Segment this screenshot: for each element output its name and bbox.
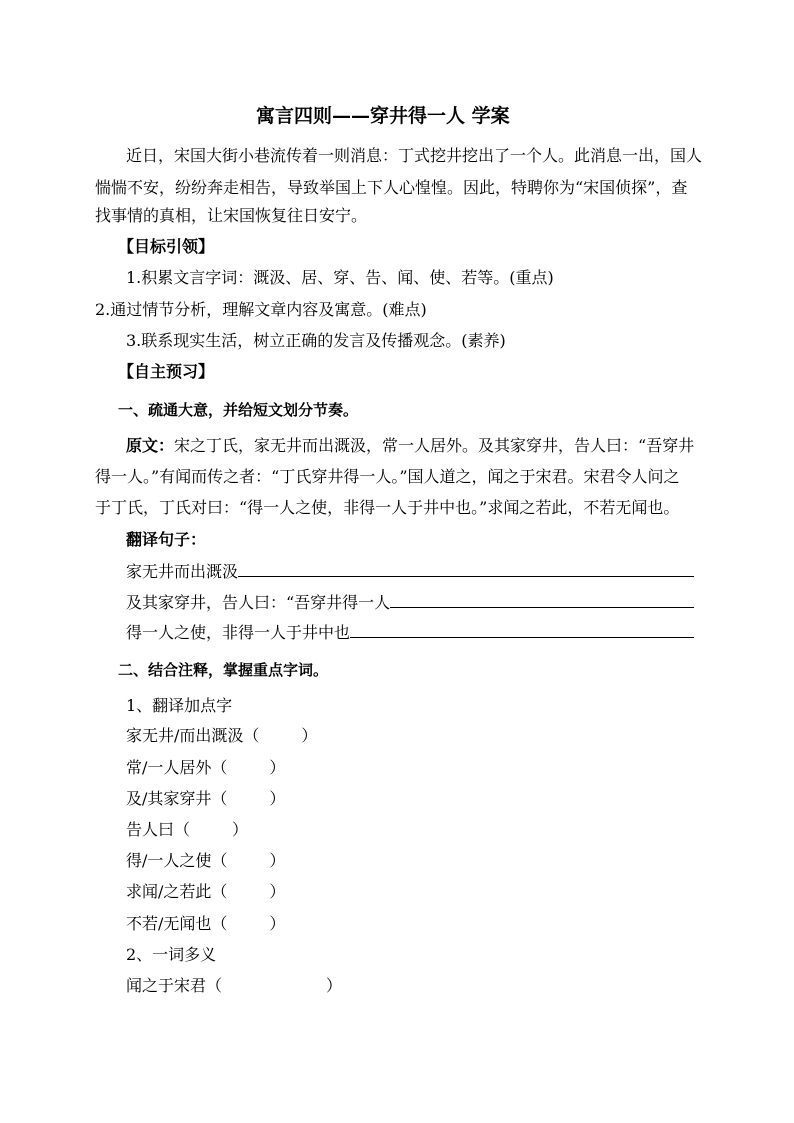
- close-paren: ）: [269, 914, 286, 933]
- close-paren: ）: [301, 726, 318, 745]
- translate-row-3: [126, 622, 694, 643]
- close-paren: ）: [326, 976, 343, 995]
- close-paren: ）: [269, 851, 286, 870]
- close-paren: ）: [269, 789, 286, 808]
- original-line-3: 于丁氏，丁氏对曰：“得一人之使，非得一人于井中也。”求闻之若此，不若无闻也。: [95, 498, 680, 517]
- word-item-5: [126, 851, 285, 871]
- sub-1-heading: 1、翻译加点字: [126, 696, 233, 715]
- goal-item-3: 3.联系现实生活，树立正确的发言及传播观念。(素养): [126, 331, 506, 350]
- word-item-text: 常/一人居外（: [126, 758, 228, 777]
- word-item-text: 告人曰（: [126, 820, 191, 839]
- close-paren: ）: [269, 882, 286, 901]
- goal-item-2: 2.通过情节分析，理解文章内容及寓意。(难点): [95, 300, 427, 319]
- word-item-3: [126, 789, 285, 809]
- word-item-text: 及/其家穿井（: [126, 789, 228, 808]
- word-item-text: 不若/无闻也（: [126, 914, 228, 933]
- word-item-6: [126, 882, 285, 902]
- translate-row-1: [126, 561, 694, 582]
- poly-item-1: [126, 976, 342, 996]
- word-item-text: 得/一人之使（: [126, 851, 228, 870]
- translate-sentence-3: 得一人之使，非得一人于井中也: [126, 623, 351, 642]
- original-line-1: [126, 436, 694, 456]
- translate-heading: 翻译句子：: [126, 530, 207, 549]
- section-1-heading: 一、疏通大意，并给短文划分节奏。: [118, 401, 359, 419]
- goals-heading: 【目标引领】: [118, 237, 215, 256]
- word-item-text: 家无井/而出溉汲（: [126, 726, 260, 745]
- word-item-2: [126, 758, 285, 778]
- section-2-heading: 二、结合注释，掌握重点字词。: [118, 661, 329, 679]
- word-item-1: [126, 726, 317, 746]
- intro-line-2: 惴惴不安，纷纷奔走相告，导致举国上下人心惶惶。因此，特聘你为“宋国侦探”，查: [95, 178, 688, 197]
- translate-sentence-1: 家无井而出溉汲: [126, 562, 239, 581]
- close-paren: ）: [232, 820, 249, 839]
- page-title: 寓言四则——穿井得一人 学案: [256, 105, 510, 127]
- word-item-7: [126, 914, 285, 934]
- answer-line-3[interactable]: [350, 622, 694, 638]
- answer-line-1[interactable]: [238, 561, 694, 577]
- word-item-4: [126, 820, 248, 840]
- poly-item-text: 闻之于宋君（: [126, 976, 223, 995]
- translate-row-2: [126, 592, 694, 613]
- original-label: 原文：: [126, 436, 175, 455]
- goal-item-1: 1.积累文言字词：溉汲、居、穿、告、闻、使、若等。(重点): [126, 268, 554, 287]
- sub-2-heading: 2、一词多义: [126, 945, 217, 964]
- intro-line-3: 找事情的真相，让宋国恢复往日安宁。: [95, 206, 368, 225]
- word-item-text: 求闻/之若此（: [126, 882, 228, 901]
- close-paren: ）: [269, 758, 286, 777]
- preview-heading: 【自主预习】: [118, 362, 215, 381]
- original-line-2: 得一人。”有闻而传之者：“丁氏穿井得一人。”国人道之，闻之于宋君。宋君令人问之: [95, 467, 680, 486]
- translate-sentence-2: 及其家穿井，告人曰：“吾穿井得一人: [126, 593, 391, 612]
- answer-line-2[interactable]: [390, 592, 694, 608]
- intro-line-1: 近日，宋国大街小巷流传着一则消息：丁式挖井挖出了一个人。此消息一出，国人: [126, 146, 703, 165]
- original-text-1: 宋之丁氏，家无井而出溉汲，常一人居外。及其家穿井，告人曰：“吾穿井: [174, 436, 695, 455]
